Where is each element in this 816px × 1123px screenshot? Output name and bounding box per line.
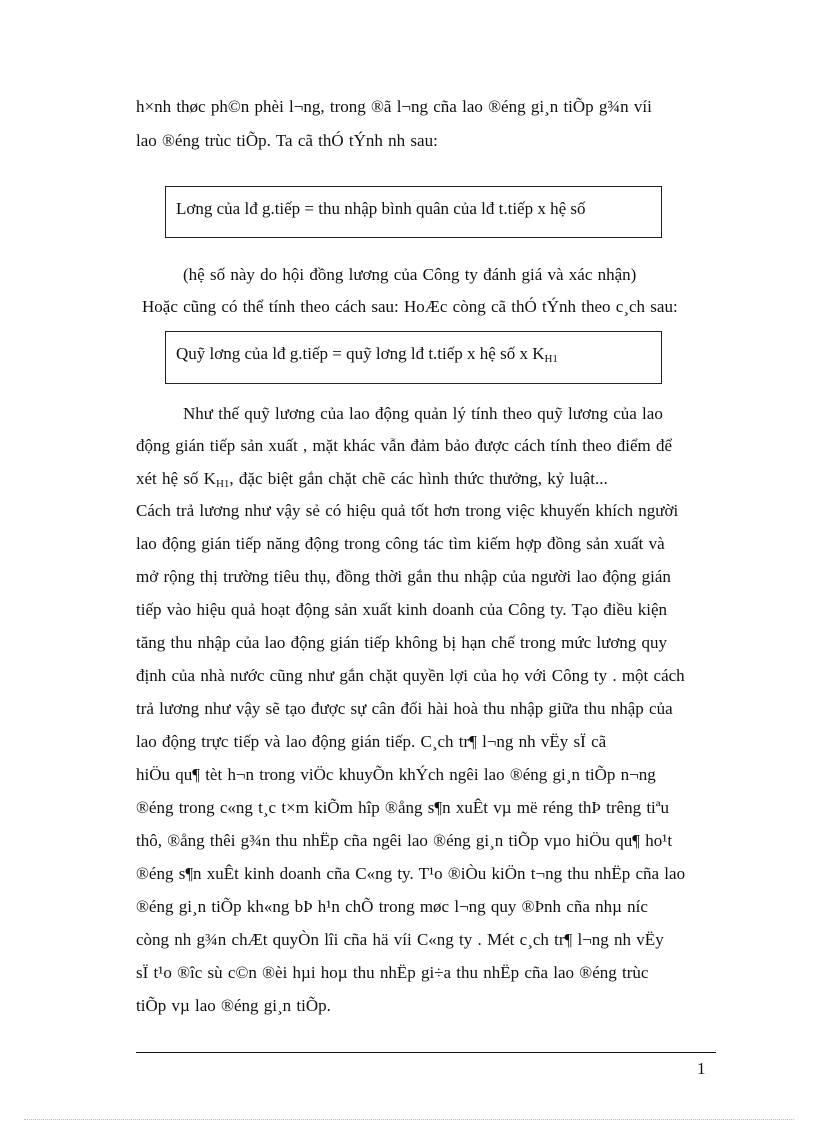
text-line: lao ®éng trùc tiÕp. Ta cã thÓ tÝnh nh sau:	[136, 131, 438, 150]
formula-box	[165, 331, 662, 384]
text-line: ®éng s¶n xuÊt kinh doanh cña C«ng ty. T¹o ®iÒu kiÖn t¬ng thu nhËp cña lao	[136, 864, 686, 883]
text-line: trả lương như vậy sẽ tạo được sự cân đối hài hoà thu nhập giữa thu nhập của	[136, 699, 673, 718]
text-line: Hoặc cũng có thể tính theo cách sau: HoÆc còng cã thÓ tÝnh theo c¸ch sau:	[142, 297, 678, 316]
text-line: tăng thu nhập của lao động gián tiếp không bị hạn chế trong mức lương quy	[136, 633, 668, 652]
formula-note: (hệ số này do hội đồng lương của Công ty đánh giá và xác nhận)	[183, 265, 637, 284]
subscript: H1	[215, 478, 230, 490]
text-span: , đặc biệt gắn chặt chẽ các hình thức thưởng, kỷ luật...	[229, 469, 608, 488]
text-line: h×nh thøc ph©n phèi l¬ng, trong ®ã l¬ng cña lao ®éng gi¸n tiÕp g¾n víi	[136, 97, 652, 116]
text-line: mở rộng thị trường tiêu thụ, đồng thời gắn thu nhập của người lao động gián	[136, 567, 671, 586]
text-line: thô, ®ång thêi g¾n thu nhËp cña ngêi lao ®éng gi¸n tiÕp vµo hiÖu qu¶ ho¹t	[136, 831, 673, 850]
text-line: Cách trả lương như vậy sẻ có hiệu quả tốt hơn trong việc khuyến khích người	[136, 501, 679, 520]
text-line: tiếp vào hiệu quả hoạt động sản xuất kinh doanh của Công ty. Tạo điều kiện	[136, 600, 668, 619]
text-line: hiÖu qu¶ tèt h¬n trong viÖc khuyÕn khÝch ngêi lao ®éng gi¸n tiÕp n¬ng	[136, 765, 656, 784]
text-span: xét hệ số K	[136, 469, 216, 488]
page-number: 1	[697, 1059, 706, 1078]
footer-rule	[136, 1052, 716, 1053]
text-line: sÏ t¹o ®îc sù c©n ®èi hµi hoµ thu nhËp gi÷a thu nhËp cña lao ®éng trùc	[136, 963, 649, 982]
text-line: định của nhà nước cũng như gắn chặt quyền lợi của họ với Công ty . một cách	[136, 666, 685, 685]
text-line: ®éng trong c«ng t¸c t×m kiÕm hîp ®ång s¶n xuÊt vµ më réng thÞ trêng tiªu	[136, 798, 669, 817]
formula-subscript: H1	[544, 353, 558, 365]
formula-text: Lơng của lđ g.tiếp = thu nhập bình quân của lđ t.tiếp x hệ số	[176, 199, 586, 218]
text-line: tiÕp vµ lao ®éng gi¸n tiÕp.	[136, 996, 331, 1015]
formula-box	[165, 186, 662, 238]
formula-main: Quỹ lơng của lđ g.tiếp = quỹ lơng lđ t.tiếp x hệ số x K	[176, 344, 545, 363]
page-edge-divider	[24, 1119, 794, 1120]
text-line: lao động trực tiếp và lao động gián tiếp. C¸ch tr¶ l¬ng nh vËy sÏ cã	[136, 732, 607, 751]
text-line: ®éng gi¸n tiÕp kh«ng bÞ h¹n chÕ trong møc l¬ng quy ®Þnh cña nhµ níc	[136, 897, 648, 916]
text-line: còng nh g¾n chÆt quyÒn lîi cña hä víi C«ng ty . Mét c¸ch tr¶ l¬ng nh vËy	[136, 930, 664, 949]
text-line: Như thế quỹ lương của lao động quản lý tính theo quỹ lương của lao	[183, 404, 663, 423]
formula-text	[176, 343, 558, 365]
text-line	[136, 468, 608, 490]
text-line: động gián tiếp sản xuất , mặt khác vẫn đảm bảo được cách tính theo điểm để	[136, 436, 673, 455]
text-line: lao động gián tiếp năng động trong công tác tìm kiếm hợp đồng sản xuất và	[136, 534, 665, 553]
